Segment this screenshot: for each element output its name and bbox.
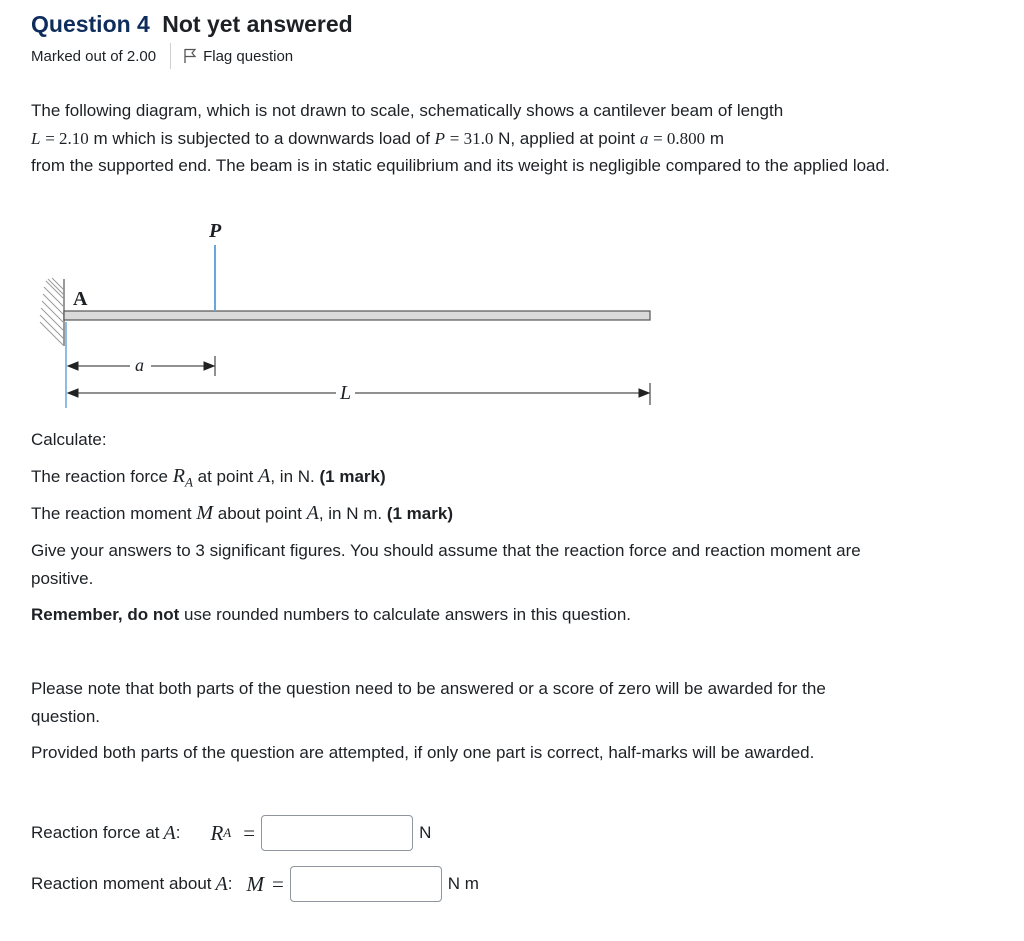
task-reaction-force: The reaction force $R_A$ at point A, in N. (1 mark) bbox=[31, 465, 386, 490]
question-state: Not yet answered bbox=[162, 11, 353, 37]
label-a: a bbox=[135, 355, 144, 375]
question-number: Question 4 bbox=[31, 11, 150, 37]
remember-note: Remember, do not use rounded numbers to calculate answers in this question. bbox=[31, 605, 632, 624]
value-L: = 2.10 bbox=[45, 128, 89, 148]
symbol-L: L bbox=[31, 128, 41, 148]
label-A: A bbox=[73, 288, 88, 310]
flag-label: Flag question bbox=[203, 47, 294, 65]
symbol-a: a bbox=[639, 128, 649, 148]
dimension-a bbox=[68, 356, 215, 376]
marked-out: Marked out of 2.00 bbox=[31, 47, 157, 65]
intro-line-3: from the supported end. The beam is in static equilibrium and its weight is negligible compared to the applied load. bbox=[31, 156, 890, 175]
intro-line-1: The following diagram, which is not drawn to scale, schematically shows a cantilever beam of length bbox=[31, 101, 784, 120]
flag-question-button[interactable] bbox=[183, 48, 293, 65]
wall-support bbox=[40, 278, 64, 346]
label-L: L bbox=[340, 382, 352, 404]
value-P: = 31.0 bbox=[449, 128, 494, 148]
sigfig-instruction: Give your answers to 3 significant figures. You should assume that the reaction force and reaction moment are positive. bbox=[31, 541, 861, 588]
intro-text-2: m which is subjected to a downwards load of bbox=[88, 128, 435, 148]
divider bbox=[170, 43, 171, 69]
force-unit: N bbox=[419, 823, 432, 842]
symbol-P: P bbox=[434, 128, 446, 148]
flag-icon bbox=[183, 48, 197, 64]
calculate-label: Calculate: bbox=[31, 430, 107, 449]
answer-row-force: Reaction force at A : R A = N bbox=[31, 815, 431, 851]
intro-text-4: m bbox=[705, 128, 725, 148]
note-half-marks: Provided both parts of the question are attempted, if only one part is correct, half-marks will be awarded. bbox=[31, 743, 815, 762]
reaction-moment-input[interactable] bbox=[290, 866, 442, 902]
intro-text bbox=[31, 97, 891, 180]
answer-row-moment: Reaction moment about A : M = N m bbox=[31, 866, 479, 902]
intro-text-3: N, applied at point bbox=[493, 128, 640, 148]
note-both-parts: Please note that both parts of the question need to be answered or a score of zero will be awarded for the question. bbox=[31, 679, 826, 726]
beam bbox=[64, 311, 650, 320]
label-P: P bbox=[209, 220, 222, 242]
moment-unit: N m bbox=[447, 874, 479, 893]
question-header bbox=[31, 11, 353, 38]
question-info bbox=[31, 46, 293, 66]
value-a: = 0.800 bbox=[653, 128, 706, 148]
dimension-L bbox=[68, 383, 650, 405]
reaction-force-input[interactable] bbox=[261, 815, 413, 851]
task-reaction-moment: The reaction moment M about point A, in N m. (1 mark) bbox=[31, 502, 453, 524]
